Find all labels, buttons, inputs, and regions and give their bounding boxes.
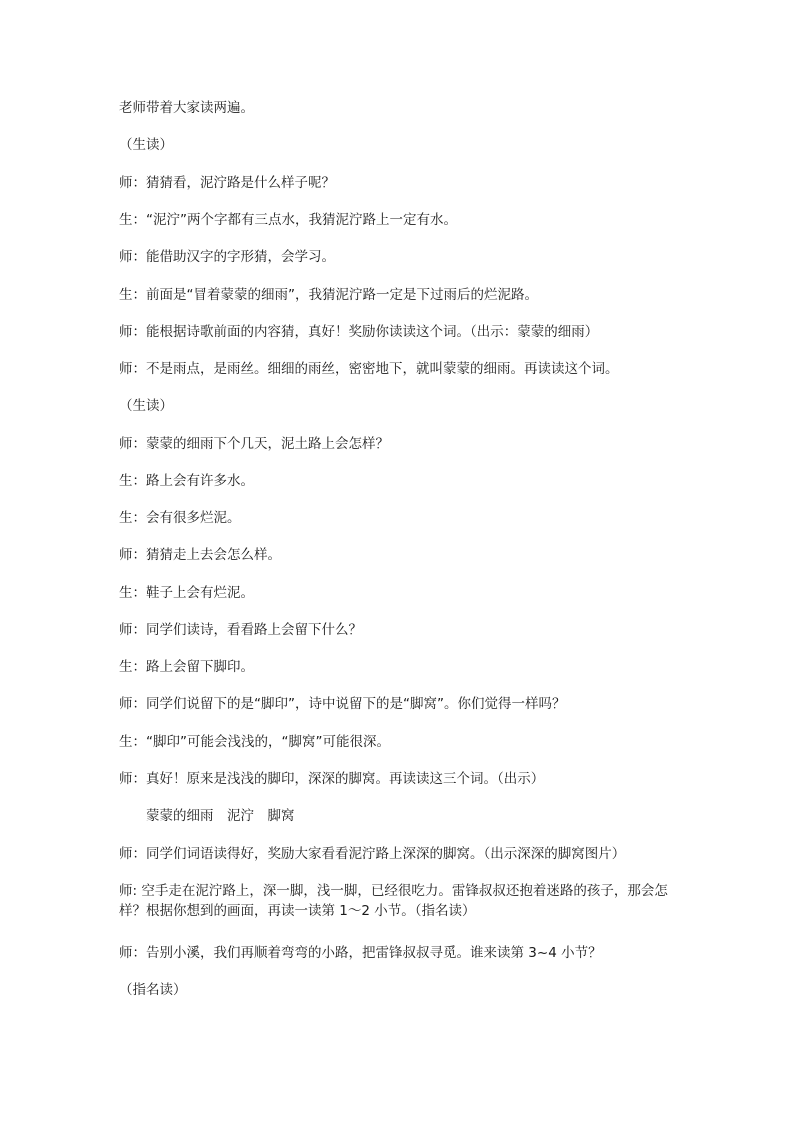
paragraph: 生：会有很多烂泥。	[119, 510, 241, 526]
paragraph: 师：猜猜看，泥泞路是什么样子呢？	[119, 175, 335, 191]
paragraph: 师：不是雨点，是雨丝。细细的雨丝，密密地下，就叫蒙蒙的细雨。再读读这个词。	[119, 361, 619, 377]
paragraph: 师：告别小溪，我们再顺着弯弯的小路，把雷锋叔叔寻觅。谁来读第 3~4 小节？	[119, 945, 602, 961]
paragraph: 师：能借助汉字的字形猜，会学习。	[119, 249, 335, 265]
paragraph: 生：“脚印”可能会浅浅的，“脚窝”可能很深。	[119, 734, 390, 750]
paragraph: 师：蒙蒙的细雨下个几天，泥土路上会怎样？	[119, 436, 389, 452]
paragraph: 师: 空手走在泥泞路上，深一脚，浅一脚，已经很吃力。雷锋叔叔还抱着迷路的孩子，那会怎样？根据你想到的画面，再读一读第 1～2 小节。（指名读）	[119, 883, 668, 919]
paragraph: 生：路上会有许多水。	[119, 473, 254, 489]
paragraph: 生：前面是“冒着蒙蒙的细雨”，我猜泥泞路一定是下过雨后的烂泥路。	[119, 287, 538, 303]
paragraph: 生：路上会留下脚印。	[119, 659, 254, 675]
paragraph: 生：“泥泞”两个字都有三点水，我猜泥泞路上一定有水。	[119, 212, 457, 228]
paragraph: 师：同学们说留下的是“脚印”，诗中说留下的是“脚窝”。你们觉得一样吗？	[119, 696, 566, 712]
paragraph: 老师带着大家读两遍。	[119, 100, 254, 116]
vocabulary-line: 蒙蒙的细雨 泥泞 脚窝	[146, 808, 295, 824]
paragraph: （生读）	[119, 137, 173, 153]
paragraph: 生：鞋子上会有烂泥。	[119, 585, 254, 601]
paragraph: 师：猜猜走上去会怎么样。	[119, 547, 281, 563]
paragraph: 师：真好！原来是浅浅的脚印，深深的脚窝。再读读这三个词。（出示）	[119, 771, 545, 787]
paragraph: 师：能根据诗歌前面的内容猜，真好！奖励你读读这个词。（出示：蒙蒙的细雨）	[119, 324, 599, 340]
paragraph: 师：同学们读诗，看看路上会留下什么？	[119, 622, 362, 638]
paragraph: （指名读）	[119, 982, 187, 998]
paragraph: （生读）	[119, 398, 173, 414]
paragraph: 师：同学们词语读得好，奖励大家看看泥泞路上深深的脚窝。（出示深深的脚窝图片）	[119, 846, 626, 862]
